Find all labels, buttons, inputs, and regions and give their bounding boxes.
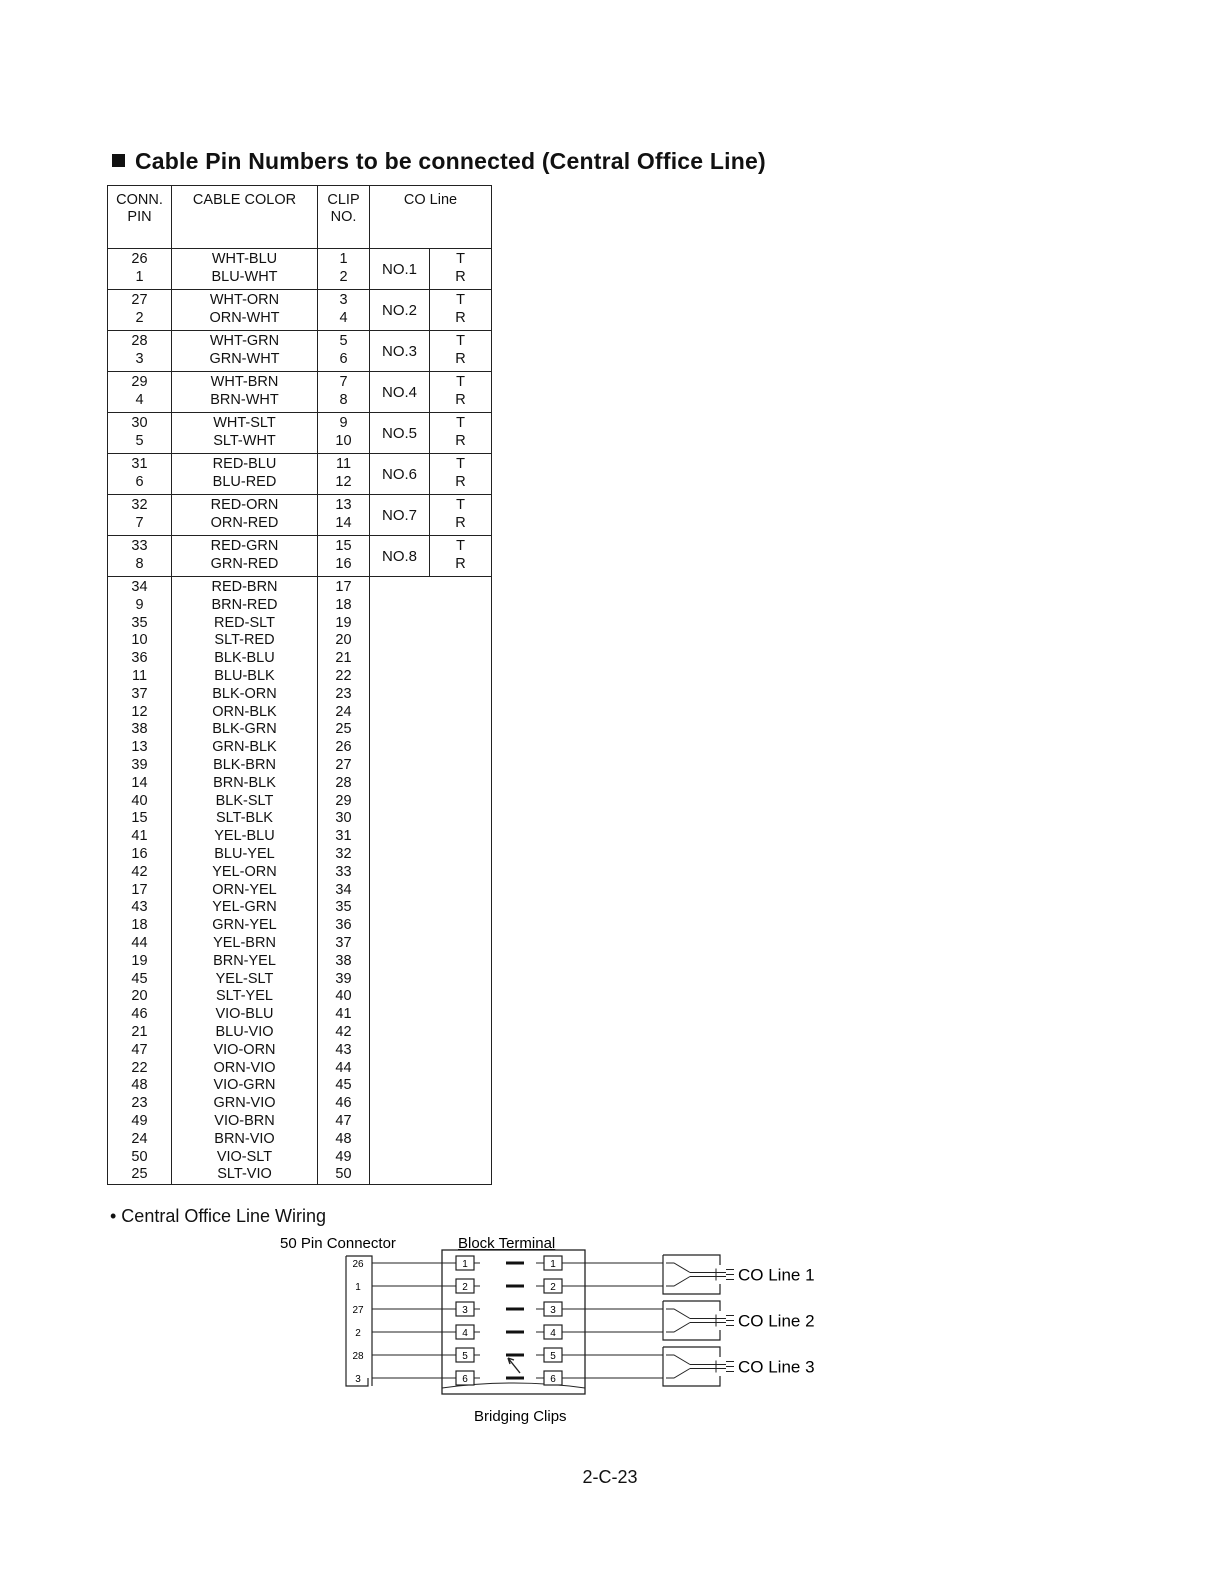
cable-color-cell [172, 413, 318, 454]
clip-no: 49 [335, 1148, 352, 1165]
tip-ring: T [456, 292, 465, 309]
right-terminal-number: 3 [550, 1305, 556, 1316]
clip-no: 39 [335, 970, 352, 987]
tip-ring: R [455, 392, 466, 408]
clip-no: 12 [335, 474, 352, 490]
clip-no: 37 [335, 934, 352, 951]
tip-ring: R [455, 556, 466, 572]
co-line-label: CO Line 1 [738, 1265, 815, 1285]
tip-ring: T [456, 497, 465, 514]
bridging-clips-label: Bridging Clips [474, 1408, 567, 1425]
cable-color-cell [172, 454, 318, 495]
tip-ring-cell [430, 413, 492, 454]
cable-color: SLT-VIO [217, 1166, 272, 1183]
left-terminal-number: 6 [462, 1374, 468, 1385]
cable-color: WHT-BLU [211, 251, 278, 268]
cable-color: VIO-GRN [213, 1077, 276, 1094]
tip-ring: R [455, 351, 466, 367]
line-cord-icon [716, 1315, 734, 1327]
clip-no: 17 [335, 579, 352, 595]
line-cord-icon [716, 1269, 734, 1281]
tip-ring-cell [430, 331, 492, 372]
wiring-section-title: • Central Office Line Wiring [110, 1206, 327, 1226]
tip-ring: R [455, 515, 466, 531]
co-line-group-row [108, 536, 492, 577]
clip-no: 23 [335, 685, 352, 702]
conn-pin: 46 [131, 1006, 148, 1023]
conn-pin-cell [108, 290, 172, 331]
table-header-row [108, 186, 492, 249]
clip-no-cell [318, 536, 370, 577]
tip-ring-cell [430, 454, 492, 495]
conn-pin: 3 [135, 351, 144, 367]
co-line-number: NO.4 [370, 372, 430, 413]
cable-color: SLT-BLK [216, 810, 273, 827]
clip-no: 20 [335, 632, 352, 649]
clip-no: 18 [335, 596, 352, 613]
header-co-line: CO Line [370, 186, 492, 249]
tip-ring-cell [430, 290, 492, 331]
clip-no: 41 [335, 1006, 352, 1023]
connector-pin-label: 27 [352, 1305, 364, 1316]
clip-no: 16 [335, 556, 352, 572]
cable-color: WHT-BRN [210, 374, 279, 391]
conn-pin: 14 [131, 774, 148, 791]
co-line-wiring-diagram [280, 1228, 840, 1438]
clip-no: 43 [335, 1041, 352, 1058]
jack-contacts [666, 1263, 726, 1286]
cable-color: RED-SLT [214, 614, 275, 631]
co-line-number: NO.3 [370, 331, 430, 372]
clip-no: 8 [339, 392, 348, 408]
conn-pin: 35 [131, 614, 148, 631]
tip-ring: R [455, 433, 466, 449]
conn-pin: 29 [131, 374, 148, 391]
cable-color: BLK-BRN [213, 756, 276, 773]
clip-no: 35 [335, 899, 352, 916]
conn-pin: 33 [131, 538, 148, 555]
tip-ring: T [456, 456, 465, 473]
clip-no: 3 [339, 292, 348, 309]
tip-ring: T [456, 415, 465, 432]
cable-color: ORN-YEL [212, 881, 277, 898]
conn-pin-cell [108, 331, 172, 372]
co-line-label: CO Line 2 [738, 1311, 815, 1331]
cable-color: WHT-SLT [213, 415, 276, 432]
clip-no: 31 [335, 828, 352, 845]
clip-no: 24 [335, 703, 352, 720]
page-title [112, 148, 766, 175]
clip-no: 44 [335, 1059, 352, 1076]
clip-no-cell [318, 290, 370, 331]
conn-pin: 4 [135, 392, 144, 408]
clip-no-cell [318, 331, 370, 372]
clip-no: 33 [335, 863, 352, 880]
cable-color: BLK-GRN [212, 721, 277, 738]
cable-color: YEL-ORN [212, 863, 277, 880]
conn-pin: 27 [131, 292, 148, 309]
cable-color: BLU-WHT [211, 269, 278, 285]
cable-color: RED-GRN [210, 538, 279, 555]
header-conn-pin: CONN. PIN [108, 186, 172, 249]
modular-jack-icon [663, 1255, 720, 1294]
conn-pin: 25 [131, 1166, 148, 1183]
conn-pin: 44 [131, 934, 148, 951]
conn-pin-cell [108, 577, 172, 1185]
cable-color: BLK-SLT [215, 792, 274, 809]
clip-no: 29 [335, 792, 352, 809]
cable-color: VIO-BLU [215, 1006, 274, 1023]
conn-pin: 22 [131, 1059, 148, 1076]
cable-color-cell [172, 577, 318, 1185]
clip-no: 28 [335, 774, 352, 791]
cable-color: RED-ORN [210, 497, 279, 514]
co-line-number: NO.1 [370, 249, 430, 290]
cable-color: RED-BRN [211, 579, 278, 595]
conn-pin: 42 [131, 863, 148, 880]
conn-pin-cell [108, 495, 172, 536]
cable-color: BRN-BLK [213, 774, 276, 791]
cable-color: ORN-BLK [212, 703, 277, 720]
co-line-label: CO Line 3 [738, 1357, 815, 1377]
clip-no: 45 [335, 1077, 352, 1094]
cable-color: VIO-BRN [214, 1112, 275, 1129]
unassigned-pins-row [108, 577, 492, 1185]
cable-color: ORN-WHT [209, 310, 280, 326]
cable-color: YEL-BLU [214, 828, 275, 845]
conn-pin: 36 [131, 650, 148, 667]
conn-pin-cell [108, 454, 172, 495]
cable-color: BLU-YEL [214, 845, 275, 862]
block-terminal-label: Block Terminal [458, 1235, 556, 1252]
cable-color: GRN-YEL [212, 917, 277, 934]
cable-color: BLK-BLU [214, 650, 275, 667]
clip-no: 46 [335, 1095, 352, 1112]
cable-color: GRN-BLK [212, 739, 277, 756]
conn-pin: 8 [135, 556, 144, 572]
conn-pin: 5 [135, 433, 144, 449]
conn-pin: 11 [131, 667, 148, 684]
conn-pin: 10 [131, 632, 148, 649]
cable-color: BRN-RED [211, 596, 278, 613]
left-terminal-number: 5 [462, 1351, 468, 1362]
clip-no: 21 [335, 650, 352, 667]
conn-pin: 28 [131, 333, 148, 350]
conn-pin: 7 [135, 515, 144, 531]
connector-pin-label: 2 [355, 1328, 361, 1339]
clip-no: 22 [335, 667, 352, 684]
tip-ring: R [455, 310, 466, 326]
clip-no: 42 [335, 1023, 352, 1040]
conn-pin: 20 [131, 988, 148, 1005]
clip-no: 50 [335, 1166, 352, 1183]
clip-no: 19 [335, 614, 352, 631]
conn-pin: 9 [135, 596, 144, 613]
co-line-group-row [108, 249, 492, 290]
header-clip-no: CLIP NO. [318, 186, 370, 249]
clip-no: 40 [335, 988, 352, 1005]
clip-no: 38 [335, 952, 352, 969]
clip-no-cell [318, 249, 370, 290]
left-terminal-number: 3 [462, 1305, 468, 1316]
cable-color-cell [172, 495, 318, 536]
conn-pin-cell [108, 249, 172, 290]
clip-no-cell [318, 577, 370, 1185]
header-cable-color: CABLE COLOR [172, 186, 318, 249]
tip-ring-cell [430, 536, 492, 577]
tip-ring-cell [430, 372, 492, 413]
co-line-number: NO.2 [370, 290, 430, 331]
conn-pin-cell [108, 372, 172, 413]
conn-pin: 12 [131, 703, 148, 720]
conn-pin: 15 [131, 810, 148, 827]
clip-no: 11 [335, 456, 352, 473]
conn-pin-cell [108, 413, 172, 454]
conn-pin: 21 [131, 1023, 148, 1040]
connector-pin-label: 3 [355, 1374, 361, 1385]
co-line-number: NO.6 [370, 454, 430, 495]
page-number: 2-C-23 [582, 1467, 638, 1487]
clip-no: 15 [335, 538, 352, 555]
conn-pin: 43 [131, 899, 148, 916]
right-terminal-number: 6 [550, 1374, 556, 1385]
modular-jack-icon [663, 1301, 720, 1340]
cable-color: BLU-VIO [215, 1023, 274, 1040]
left-terminal-number: 1 [462, 1259, 468, 1270]
clip-no: 5 [339, 333, 348, 350]
bridging-arrow-icon [508, 1358, 520, 1373]
conn-pin: 16 [131, 845, 148, 862]
tip-ring-cell [430, 495, 492, 536]
conn-pin: 19 [131, 952, 148, 969]
co-line-number: NO.8 [370, 536, 430, 577]
co-line-group-row [108, 372, 492, 413]
cable-color-cell [172, 536, 318, 577]
clip-no: 26 [335, 739, 352, 756]
clip-no: 25 [335, 721, 352, 738]
cable-color: BLU-RED [212, 474, 277, 490]
co-line-group-row [108, 331, 492, 372]
conn-pin: 37 [131, 685, 148, 702]
conn-pin: 48 [131, 1077, 148, 1094]
clip-no: 2 [339, 269, 348, 285]
conn-pin-cell [108, 536, 172, 577]
left-terminal-number: 2 [462, 1282, 468, 1293]
right-terminal-number: 5 [550, 1351, 556, 1362]
cable-color-cell [172, 372, 318, 413]
cable-color: GRN-RED [210, 556, 279, 572]
right-terminal-number: 4 [550, 1328, 556, 1339]
cable-color-cell [172, 249, 318, 290]
clip-no: 36 [335, 917, 352, 934]
clip-no: 6 [339, 351, 348, 367]
cable-color: RED-BLU [212, 456, 277, 473]
conn-pin: 26 [131, 251, 148, 268]
clip-no: 9 [339, 415, 348, 432]
cable-color: VIO-SLT [216, 1148, 273, 1165]
tip-ring-cell [430, 249, 492, 290]
cable-color: SLT-RED [214, 632, 275, 649]
co-line-group-row [108, 454, 492, 495]
cable-color: BLU-BLK [214, 667, 275, 684]
co-line-number: NO.5 [370, 413, 430, 454]
conn-pin: 18 [131, 917, 148, 934]
co-line-group-row [108, 290, 492, 331]
tip-ring: T [456, 538, 465, 555]
pin-connector-label: 50 Pin Connector [280, 1235, 396, 1252]
cable-color: WHT-GRN [209, 333, 280, 350]
pin-connector-shape [346, 1256, 372, 1386]
clip-no: 10 [335, 433, 352, 449]
modular-jack-icon [663, 1347, 720, 1386]
conn-pin: 49 [131, 1112, 148, 1129]
cable-color: BRN-WHT [210, 392, 279, 408]
conn-pin: 2 [135, 310, 144, 326]
clip-no: 34 [335, 881, 352, 898]
clip-no-cell [318, 413, 370, 454]
conn-pin: 13 [131, 739, 148, 756]
clip-no: 7 [339, 374, 348, 391]
conn-pin: 34 [131, 579, 148, 595]
conn-pin: 6 [135, 474, 144, 490]
clip-no-cell [318, 372, 370, 413]
cable-pin-table [107, 185, 492, 1185]
cable-color: SLT-YEL [216, 988, 273, 1005]
cable-color: WHT-ORN [209, 292, 280, 309]
tip-ring: T [456, 374, 465, 391]
jack-contacts [666, 1355, 726, 1378]
empty-co-cell [370, 577, 492, 1185]
conn-pin: 24 [131, 1130, 148, 1147]
conn-pin: 47 [131, 1041, 148, 1058]
clip-no: 47 [335, 1112, 352, 1129]
conn-pin: 23 [131, 1095, 148, 1112]
cable-color: YEL-GRN [212, 899, 277, 916]
square-bullet-icon [112, 154, 125, 167]
cable-color-cell [172, 331, 318, 372]
cable-color: GRN-WHT [209, 351, 280, 367]
right-terminal-number: 1 [550, 1259, 556, 1270]
conn-pin: 40 [131, 792, 148, 809]
tip-ring: R [455, 474, 466, 490]
cable-color: BRN-YEL [213, 952, 276, 969]
clip-no-cell [318, 495, 370, 536]
clip-no: 27 [335, 756, 352, 773]
conn-pin: 31 [131, 456, 148, 473]
cable-color-cell [172, 290, 318, 331]
clip-no: 1 [339, 251, 348, 268]
cable-color: BRN-VIO [214, 1130, 275, 1147]
cable-color: VIO-ORN [213, 1041, 276, 1058]
clip-no: 4 [339, 310, 348, 326]
co-line-group-row [108, 413, 492, 454]
conn-pin: 50 [131, 1148, 148, 1165]
cable-color: BLK-ORN [212, 685, 277, 702]
clip-no: 30 [335, 810, 352, 827]
cable-color: ORN-VIO [213, 1059, 276, 1076]
cable-color: SLT-WHT [213, 433, 276, 449]
cable-color: ORN-RED [210, 515, 279, 531]
clip-no: 13 [335, 497, 352, 514]
clip-no: 14 [335, 515, 352, 531]
co-line-number: NO.7 [370, 495, 430, 536]
tip-ring: R [455, 269, 466, 285]
connector-pin-label: 28 [352, 1351, 364, 1362]
jack-contacts [666, 1309, 726, 1332]
conn-pin: 39 [131, 756, 148, 773]
cable-color: YEL-BRN [213, 934, 276, 951]
conn-pin: 45 [131, 970, 148, 987]
page-title-text: Cable Pin Numbers to be connected (Central Office Line) [135, 148, 766, 174]
right-terminal-number: 2 [550, 1282, 556, 1293]
clip-no-cell [318, 454, 370, 495]
conn-pin: 1 [135, 269, 144, 285]
conn-pin: 30 [131, 415, 148, 432]
cable-color: YEL-SLT [215, 970, 274, 987]
left-terminal-number: 4 [462, 1328, 468, 1339]
cable-color: GRN-VIO [213, 1095, 276, 1112]
connector-pin-label: 1 [355, 1282, 361, 1293]
clip-no: 48 [335, 1130, 352, 1147]
line-cord-icon [716, 1361, 734, 1373]
conn-pin: 17 [131, 881, 148, 898]
tip-ring: T [456, 251, 465, 268]
connector-pin-label: 26 [352, 1259, 364, 1270]
conn-pin: 41 [131, 828, 148, 845]
clip-no: 32 [335, 845, 352, 862]
conn-pin: 32 [131, 497, 148, 514]
conn-pin: 38 [131, 721, 148, 738]
co-line-group-row [108, 495, 492, 536]
tip-ring: T [456, 333, 465, 350]
